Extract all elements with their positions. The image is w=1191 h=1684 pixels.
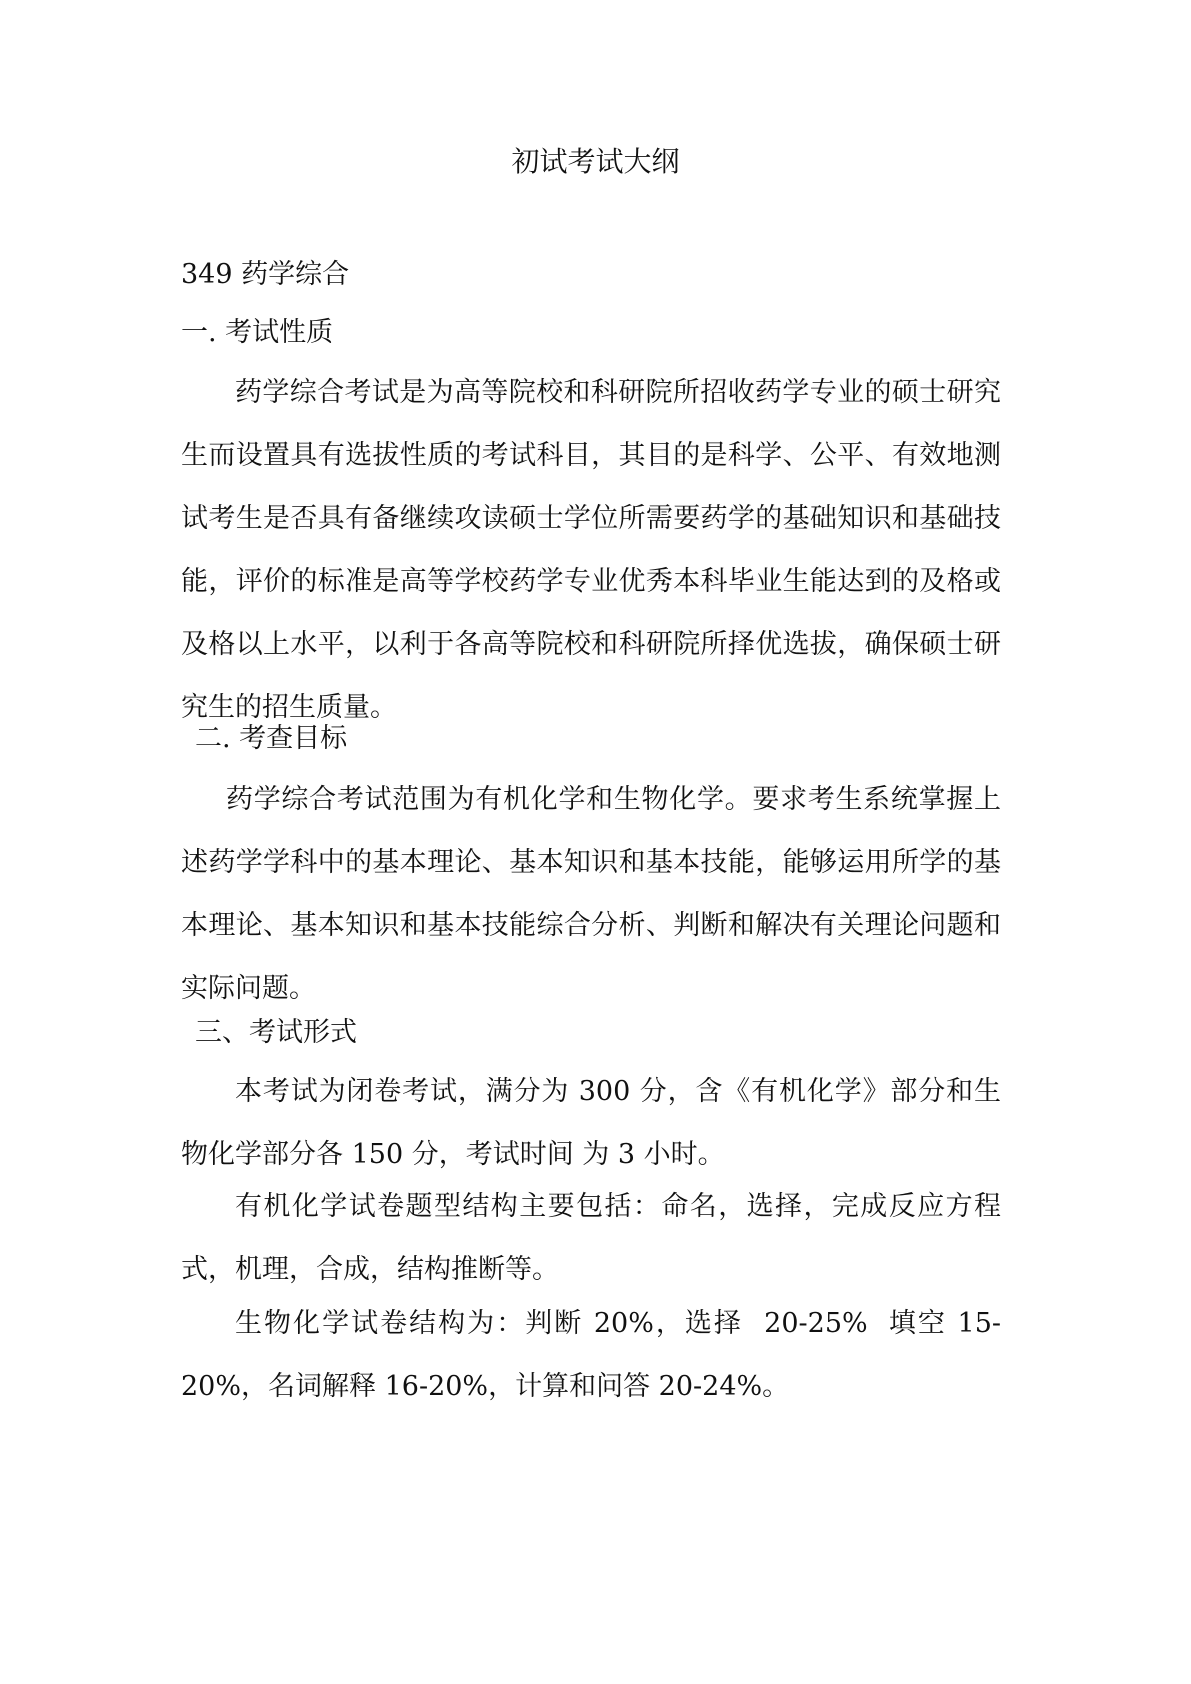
document-title: 初试考试大纲 [511,145,680,178]
section-paragraph-3c: 生物化学试卷结构为：判断 20%，选择 20-25% 填空 15-20%，名词解释 16-20%，计算和问答 20-24%。 [181,1308,1001,1402]
section-paragraph-1: 药学综合考试是为高等院校和科研院所招收药学专业的硕士研究生而设置具有选拔性质的考试科目，其目的是科学、公平、有效地测试考生是否具有备继续攻读硕士学位所需要药学的基础知识和基础技能，评价的标准是高等学校药学专业优秀本科毕业生能达到的及格或及格以上水平，以利于各高等院校和科研院所择优选拔，确保硕士研究生的招生质量。 [181,377,1001,723]
section-paragraph-2: 药学综合考试范围为有机化学和生物化学。要求考生系统掌握上述药学学科中的基本理论、基本知识和基本技能，能够运用所学的基本理论、基本知识和基本技能综合分析、判断和解决有关理论问题和实际问题。 [181,784,1001,1004]
section-heading-2: 二. 考查目标 [195,723,348,754]
section-paragraph-3b: 有机化学试卷题型结构主要包括：命名，选择，完成反应方程式，机理，合成，结构推断等。 [181,1191,1001,1285]
section-paragraph-3a: 本考试为闭卷考试，满分为 300 分，含《有机化学》部分和生物化学部分各 150 分，考试时间 为 3 小时。 [181,1076,1001,1170]
subject-line: 349 药学综合 [181,259,350,290]
section-heading-1: 一. 考试性质 [181,317,334,348]
section-heading-3: 三、考试形式 [195,1017,357,1048]
